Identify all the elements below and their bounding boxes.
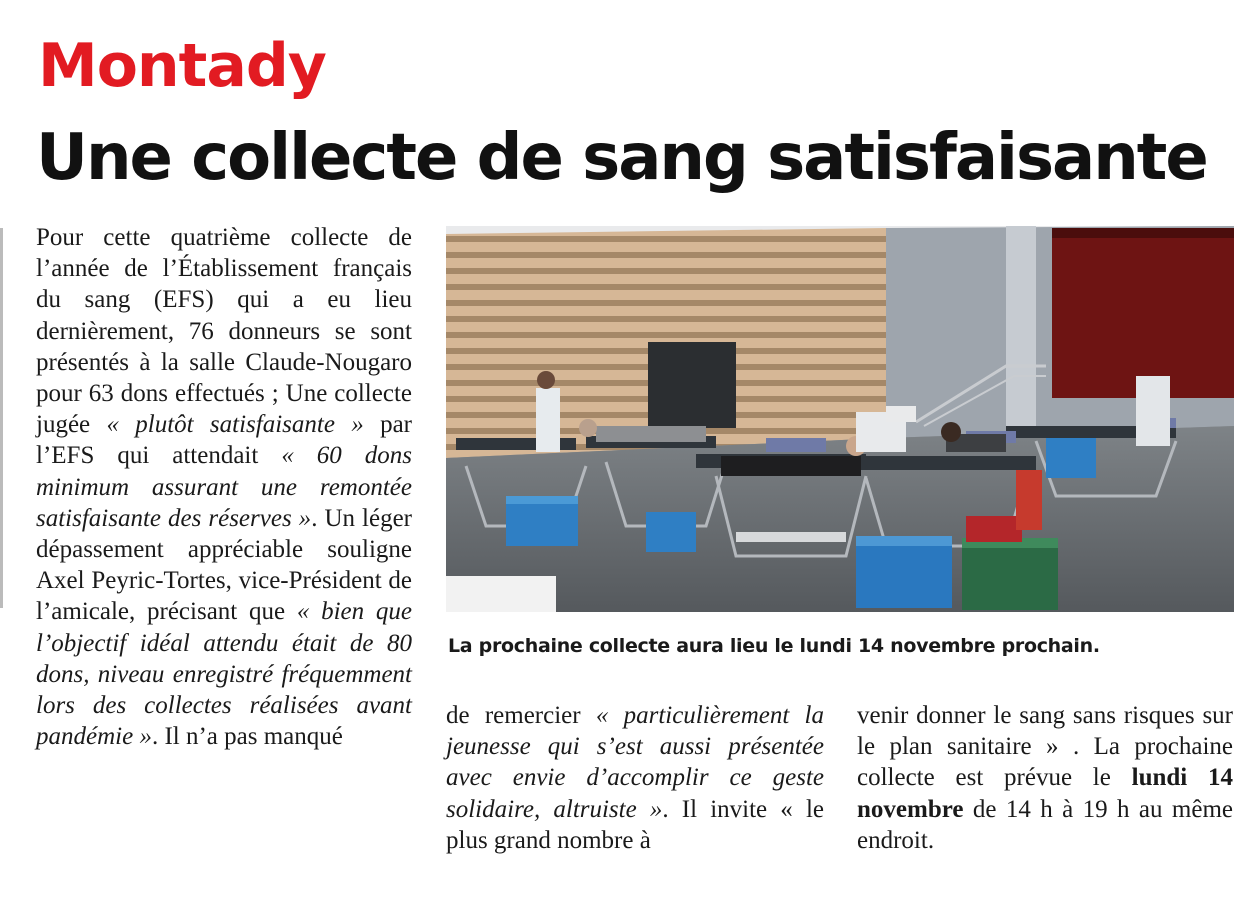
- body-text: par l’EFS qui attendait: [36, 411, 413, 470]
- quote: « bien que l’objectif idéal attendu était de 80 dons, niveau enregistré fréquemment lors des collectes réalisées avant pandémie »: [36, 598, 412, 751]
- body-text: Pour cette quatrième collecte de l’année de l’Établissement français du sang (EFS) qui a eu lieu dernièrement, 76 donneurs se sont présentés à la salle Claude-Nougaro pour 63 dons effectués ; Une collecte jugée: [36, 224, 412, 439]
- highlighted-date: lundi 14 novembre: [857, 764, 1233, 823]
- blood-donation-hall-image: [446, 226, 1234, 612]
- body-text: de remercier: [446, 702, 596, 729]
- body-text: . Un léger dépassement appréciable souligne Axel Peyric-Tortes, vice-Président de l’amicale, précisant que: [36, 504, 412, 626]
- quote: « plutôt satisfaisante »: [106, 411, 364, 439]
- body-text: de 14 h à 19 h au même endroit.: [857, 795, 1233, 854]
- body-text: . Il invite « le plus grand nombre à: [446, 795, 824, 854]
- paragraph: [857, 700, 1233, 856]
- paragraph: [36, 222, 412, 752]
- article-column-1: [36, 222, 412, 752]
- body-text: venir donner le sang sans risques sur le plan sanitaire » . La prochaine collecte est prévue le: [857, 702, 1233, 792]
- quote: « particulièrement la jeunesse qui s’est aussi présentée avec envie d’accomplir ce geste solidaire, altruiste »: [446, 702, 824, 823]
- article-column-2: [446, 700, 824, 856]
- left-column-rule: [0, 228, 3, 608]
- article-photo: [446, 226, 1234, 612]
- quote: « 60 dons minimum assurant une remontée satisfaisante des réserves »: [36, 442, 412, 532]
- section-kicker: Montady: [38, 31, 326, 101]
- body-text: . Il n’a pas manqué: [151, 723, 343, 751]
- article-column-3: [857, 700, 1233, 856]
- article-headline: Une collecte de sang satisfaisante: [36, 121, 1207, 195]
- photo-caption: La prochaine collecte aura lieu le lundi 14 novembre prochain.: [448, 635, 1100, 657]
- paragraph: [446, 700, 824, 856]
